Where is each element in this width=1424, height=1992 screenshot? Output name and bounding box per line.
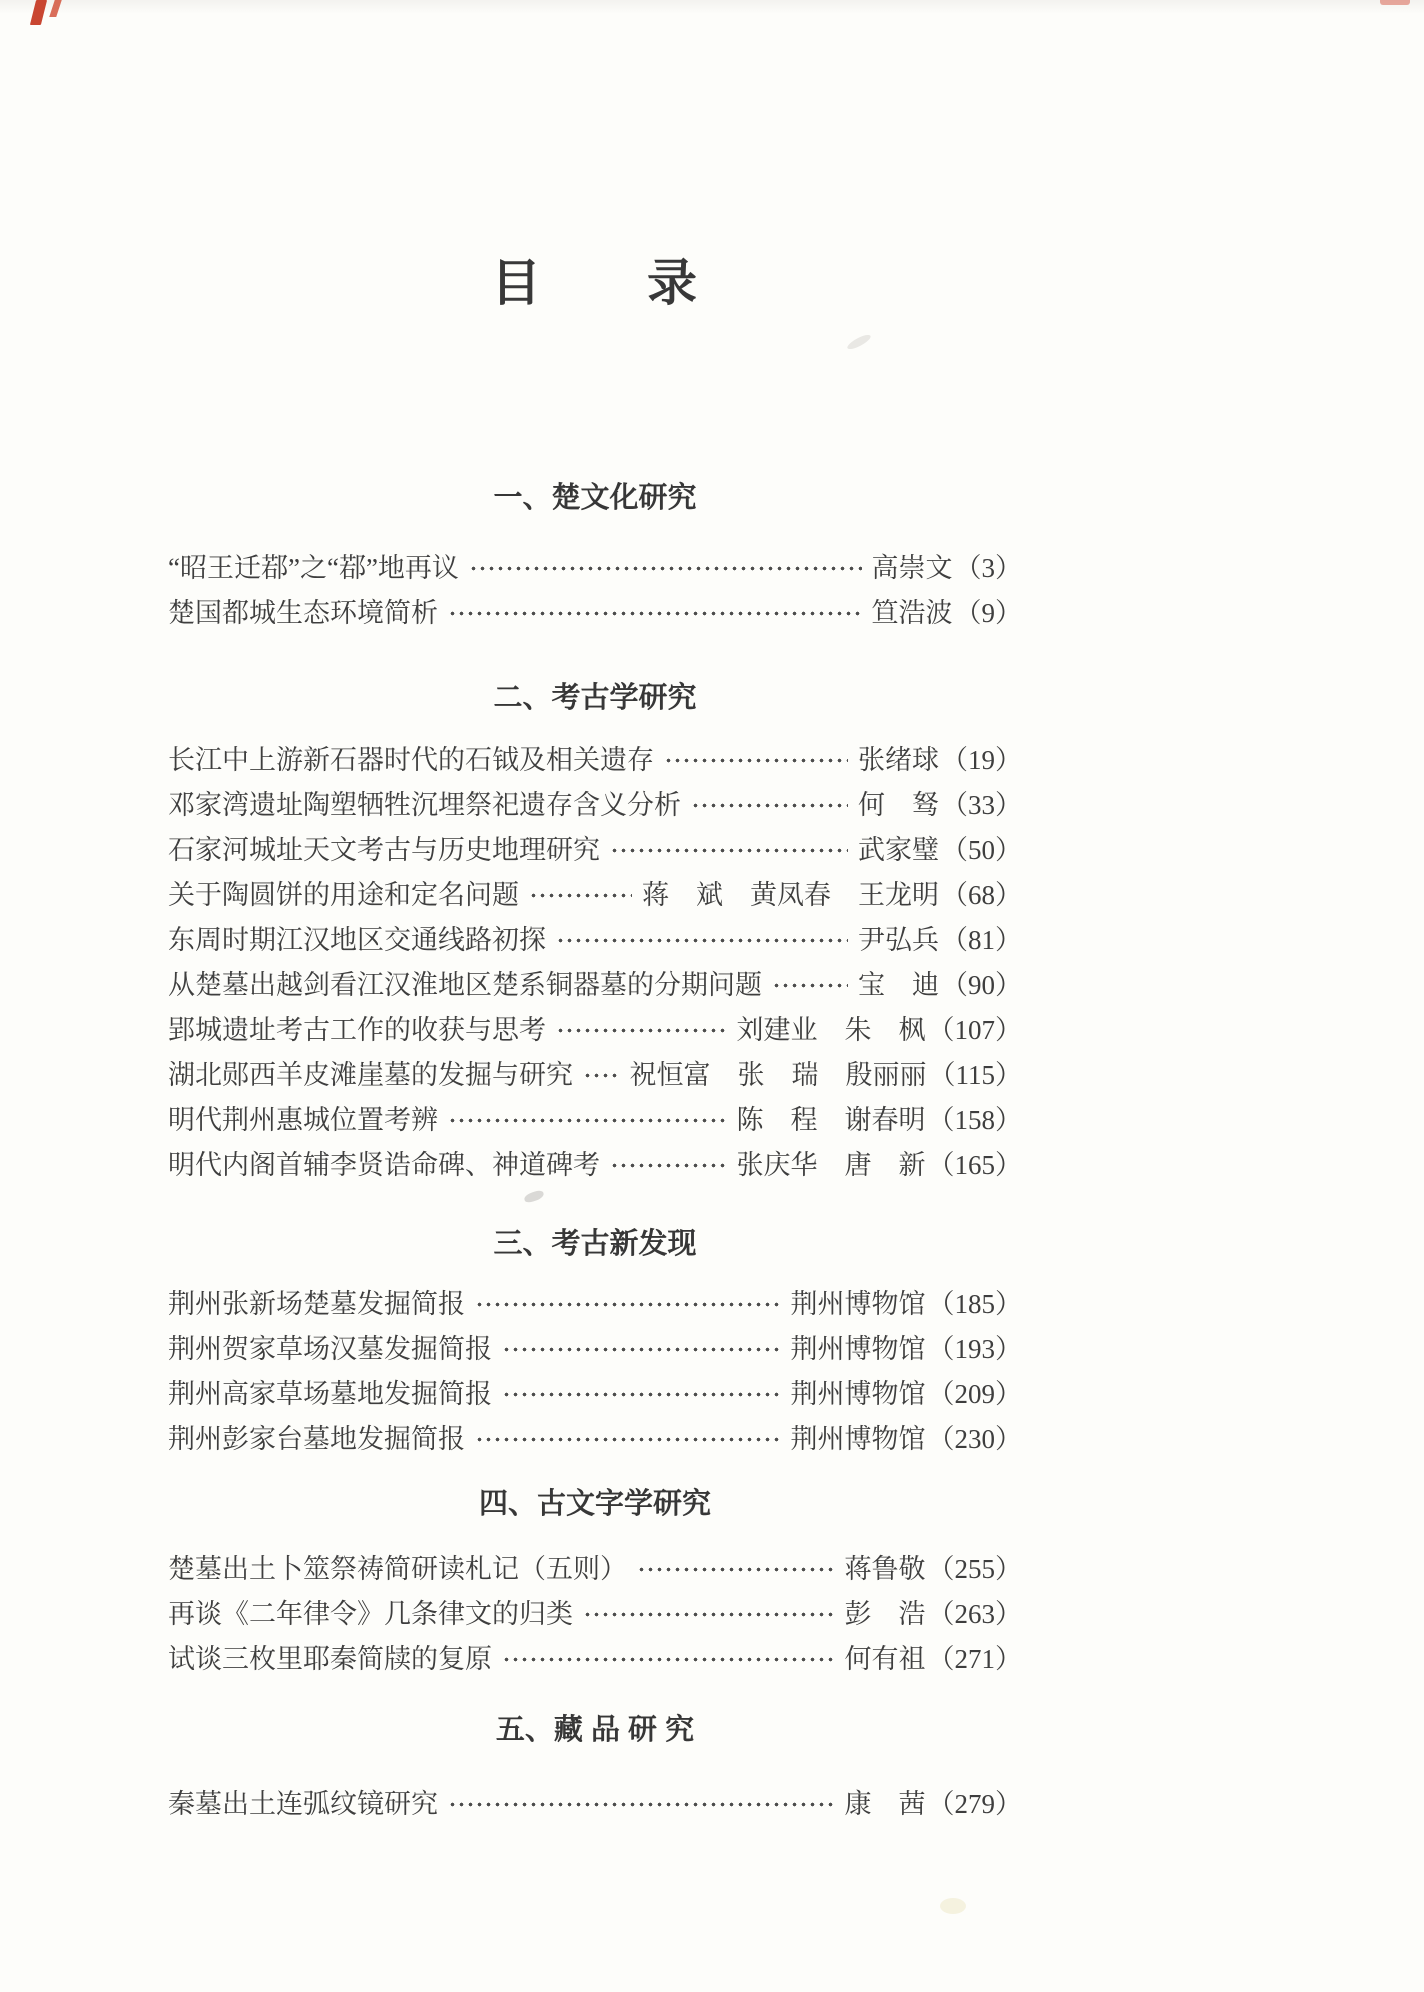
entry-authors: 尹弘兵 xyxy=(858,925,939,955)
section-heading-5: 五、藏 品 研 究 xyxy=(495,1714,695,1746)
dot-leader xyxy=(608,828,848,873)
toc-entry-row xyxy=(168,1053,1022,1098)
toc-entry-row xyxy=(168,1637,1022,1682)
entry-authors: 张绪球 xyxy=(858,745,939,775)
dot-leader xyxy=(500,1637,835,1682)
entry-title: 荆州彭家台墓地发掘简报 xyxy=(168,1424,465,1454)
entry-title: 石家河城址天文考古与历史地理研究 xyxy=(168,835,600,865)
section-heading-2: 二、考古学研究 xyxy=(493,682,697,714)
dot-leader xyxy=(446,1098,727,1143)
toc-entry-row xyxy=(168,1008,1022,1053)
dot-leader xyxy=(446,591,862,636)
entry-title: 明代内阁首辅李贤诰命碑、神道碑考 xyxy=(168,1150,600,1180)
toc-entry-row xyxy=(168,591,1022,636)
dot-leader xyxy=(473,1282,781,1327)
dot-leader xyxy=(635,1547,835,1592)
entry-authors: 笪浩波 xyxy=(871,598,953,628)
entry-authors: 蒋鲁敬 xyxy=(844,1554,926,1584)
page-title: 目 录 xyxy=(491,255,699,311)
entry-page-number: （279） xyxy=(927,1789,1022,1819)
entry-authors: 荆州博物馆 xyxy=(790,1334,926,1364)
entry-authors: 荆州博物馆 xyxy=(790,1424,926,1454)
entry-page-number: （115） xyxy=(928,1060,1022,1090)
toc-entry-row xyxy=(168,1417,1022,1462)
entry-title: 郢城遗址考古工作的收获与思考 xyxy=(168,1015,546,1045)
entry-title: 长江中上游新石器时代的石钺及相关遗存 xyxy=(168,745,654,775)
entry-authors: 祝恒富 张 瑞 殷丽丽 xyxy=(629,1060,927,1090)
entry-page-number: （3） xyxy=(954,553,1022,583)
scan-artifact-red-mark xyxy=(30,0,47,25)
toc-entry-row xyxy=(168,1282,1022,1327)
dot-leader xyxy=(527,873,632,918)
entry-title: 再谈《二年律令》几条律文的归类 xyxy=(168,1599,573,1629)
toc-entry-row xyxy=(168,1143,1022,1188)
dot-leader xyxy=(581,1053,620,1098)
entry-authors: 荆州博物馆 xyxy=(790,1289,926,1319)
toc-entry-row xyxy=(168,738,1022,783)
entry-authors: 何 驽 xyxy=(858,790,939,820)
entry-title: 湖北郧西羊皮滩崖墓的发掘与研究 xyxy=(168,1060,573,1090)
entry-authors: 何有祖 xyxy=(844,1644,926,1674)
entry-authors: 武家璧 xyxy=(858,835,939,865)
toc-entry-row xyxy=(168,963,1022,1008)
entry-authors: 刘建业 朱 枫 xyxy=(736,1015,926,1045)
section-heading-1: 一、楚文化研究 xyxy=(493,482,697,514)
entry-page-number: （81） xyxy=(941,925,1022,955)
entry-title: 关于陶圆饼的用途和定名问题 xyxy=(168,880,519,910)
entry-page-number: （33） xyxy=(941,790,1022,820)
entry-page-number: （263） xyxy=(927,1599,1022,1629)
entry-title: 楚国都城生态环境简析 xyxy=(168,598,438,628)
entry-authors: 张庆华 唐 新 xyxy=(736,1150,926,1180)
entry-page-number: （185） xyxy=(927,1289,1022,1319)
toc-entry-row xyxy=(168,1592,1022,1637)
entry-page-number: （107） xyxy=(927,1015,1022,1045)
entry-title: 秦墓出土连弧纹镜研究 xyxy=(168,1789,438,1819)
entry-authors: 高崇文 xyxy=(871,553,953,583)
entry-title: 试谈三枚里耶秦简牍的复原 xyxy=(168,1644,492,1674)
toc-entry-row xyxy=(168,546,1022,591)
entry-title: 从楚墓出越剑看江汉淮地区楚系铜器墓的分期问题 xyxy=(168,970,762,1000)
dot-leader xyxy=(500,1372,781,1417)
entry-page-number: （68） xyxy=(941,880,1022,910)
entry-title: 楚墓出土卜筮祭祷简研读札记（五则） xyxy=(168,1554,627,1584)
entry-authors: 宝 迪 xyxy=(858,970,939,1000)
dot-leader xyxy=(770,963,848,1008)
toc-entry-row xyxy=(168,1372,1022,1417)
entry-page-number: （209） xyxy=(927,1379,1022,1409)
dot-leader xyxy=(554,918,848,963)
section-4-entries xyxy=(168,1547,1022,1682)
entry-authors: 蒋 斌 黄凤春 王龙明 xyxy=(642,880,939,910)
scan-artifact-red-mark xyxy=(49,0,62,17)
toc-entry-row xyxy=(168,1782,1022,1827)
entry-page-number: （230） xyxy=(927,1424,1022,1454)
dot-leader xyxy=(500,1327,781,1372)
scan-artifact-red-mark xyxy=(1380,0,1410,5)
entry-page-number: （50） xyxy=(941,835,1022,865)
entry-title: 东周时期江汉地区交通线路初探 xyxy=(168,925,546,955)
toc-content xyxy=(168,0,1022,1827)
toc-entry-row xyxy=(168,1547,1022,1592)
entry-title: 荆州高家草场墓地发掘简报 xyxy=(168,1379,492,1409)
dot-leader xyxy=(467,546,862,591)
section-5-entries xyxy=(168,1782,1022,1827)
toc-entry-row xyxy=(168,828,1022,873)
entry-authors: 荆州博物馆 xyxy=(790,1379,926,1409)
toc-entry-row xyxy=(168,873,1022,918)
dot-leader xyxy=(446,1782,835,1827)
entry-authors: 彭 浩 xyxy=(844,1599,926,1629)
entry-title: 荆州张新场楚墓发掘简报 xyxy=(168,1289,465,1319)
section-2-entries xyxy=(168,738,1022,1188)
section-3-entries xyxy=(168,1282,1022,1462)
section-heading-3: 三、考古新发现 xyxy=(493,1228,697,1260)
entry-authors: 陈 程 谢春明 xyxy=(736,1105,926,1135)
entry-page-number: （19） xyxy=(941,745,1022,775)
section-heading-4: 四、古文字学研究 xyxy=(478,1488,711,1520)
entry-authors: 康 茜 xyxy=(844,1789,926,1819)
dot-leader xyxy=(581,1592,835,1637)
toc-entry-row xyxy=(168,1098,1022,1143)
entry-page-number: （158） xyxy=(927,1105,1022,1135)
entry-page-number: （90） xyxy=(941,970,1022,1000)
entry-title: 荆州贺家草场汉墓发掘简报 xyxy=(168,1334,492,1364)
toc-entry-row xyxy=(168,783,1022,828)
dot-leader xyxy=(689,783,848,828)
entry-title: 邓家湾遗址陶塑牺牲沉埋祭祀遗存含义分析 xyxy=(168,790,681,820)
entry-title: “昭王迁鄀”之“鄀”地再议 xyxy=(168,553,459,583)
section-1-entries xyxy=(168,546,1022,636)
entry-page-number: （271） xyxy=(927,1644,1022,1674)
entry-page-number: （255） xyxy=(927,1554,1022,1584)
dot-leader xyxy=(608,1143,727,1188)
dot-leader xyxy=(662,738,848,783)
entry-title: 明代荆州惠城位置考辨 xyxy=(168,1105,438,1135)
dot-leader xyxy=(554,1008,727,1053)
toc-entry-row xyxy=(168,1327,1022,1372)
entry-page-number: （193） xyxy=(927,1334,1022,1364)
dot-leader xyxy=(473,1417,781,1462)
toc-entry-row xyxy=(168,918,1022,963)
scan-smudge xyxy=(940,1898,966,1914)
entry-page-number: （9） xyxy=(954,598,1022,628)
entry-page-number: （165） xyxy=(927,1150,1022,1180)
